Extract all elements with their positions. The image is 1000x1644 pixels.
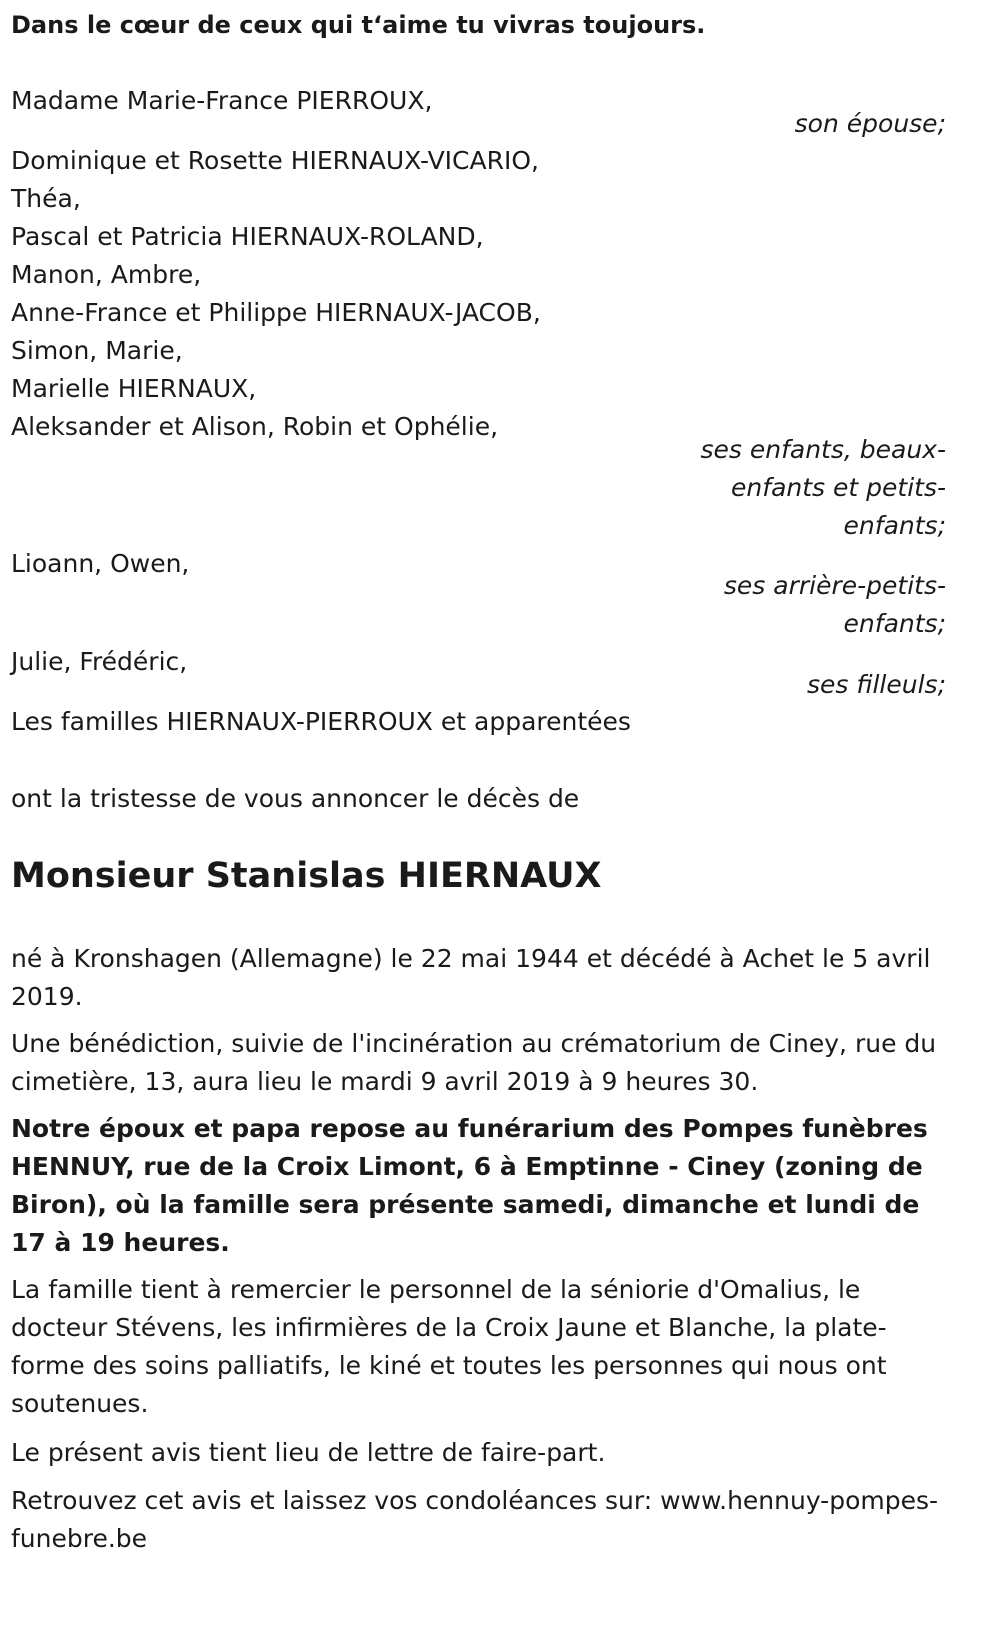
family-name-line: Les familles HIERNAUX-PIERROUX et apparentées bbox=[11, 707, 631, 736]
family-name-line: Marielle HIERNAUX, bbox=[11, 374, 257, 403]
family-role-line: enfants; bbox=[843, 511, 946, 540]
family-name-line: Lioann, Owen, bbox=[11, 549, 190, 578]
family-name-line: Simon, Marie, bbox=[11, 336, 183, 365]
notice-paragraph: Le présent avis tient lieu de lettre de faire-part. bbox=[11, 1438, 606, 1467]
family-role-line: enfants et petits- bbox=[731, 473, 946, 502]
family-role-line: ses enfants, beaux- bbox=[700, 435, 946, 464]
ceremony-paragraph: Une bénédiction, suivie de l'incinération au crématorium de Ciney, rue du cimetière, 13, aura lieu le mardi 9 avril 2019 à 9 heures 30. bbox=[11, 1029, 937, 1096]
family-name-line: Pascal et Patricia HIERNAUX-ROLAND, bbox=[11, 222, 484, 251]
family-name-line: Manon, Ambre, bbox=[11, 260, 202, 289]
family-role-line: enfants; bbox=[843, 609, 946, 638]
family-name-line: Madame Marie-France PIERROUX, bbox=[11, 86, 433, 115]
thanks-paragraph: La famille tient à remercier le personnel de la séniorie d'Omalius, le docteur Stévens, les infirmières de la Croix Jaune et Blanche, la plate-forme des soins palliatifs, le kiné et toutes les personnes qui nous ont soutenues. bbox=[11, 1275, 887, 1418]
family-name-line: Julie, Frédéric, bbox=[11, 647, 188, 676]
announcement: ont la tristesse de vous annoncer le décès de bbox=[11, 784, 580, 813]
family-name-line: Dominique et Rosette HIERNAUX-VICARIO, bbox=[11, 146, 539, 175]
birth-death-paragraph: né à Kronshagen (Allemagne) le 22 mai 1944 et décédé à Achet le 5 avril 2019. bbox=[11, 944, 931, 1011]
condolences-paragraph: Retrouvez cet avis et laissez vos condoléances sur: www.hennuy-pompes-funebre.be bbox=[11, 1486, 939, 1553]
family-name-line: Anne-France et Philippe HIERNAUX-JACOB, bbox=[11, 298, 541, 327]
family-name-line: Théa, bbox=[11, 184, 81, 213]
family-role: ses filleuls; bbox=[806, 670, 946, 699]
epigraph: Dans le cœur de ceux qui t‘aime tu vivras toujours. bbox=[11, 11, 706, 39]
visitation-paragraph: Notre époux et papa repose au funérarium des Pompes funèbres HENNUY, rue de la Croix Limont, 6 à Emptinne - Ciney (zoning de Biron), où la famille sera présente samedi, dimanche et lundi de 17 à 19 heures. bbox=[11, 1114, 928, 1257]
family-name-line: Aleksander et Alison, Robin et Ophélie, bbox=[11, 412, 499, 441]
deceased-name: Monsieur Stanislas HIERNAUX bbox=[11, 856, 602, 896]
family-role: son épouse; bbox=[794, 109, 946, 138]
family-role-line: ses arrière-petits- bbox=[723, 571, 946, 600]
